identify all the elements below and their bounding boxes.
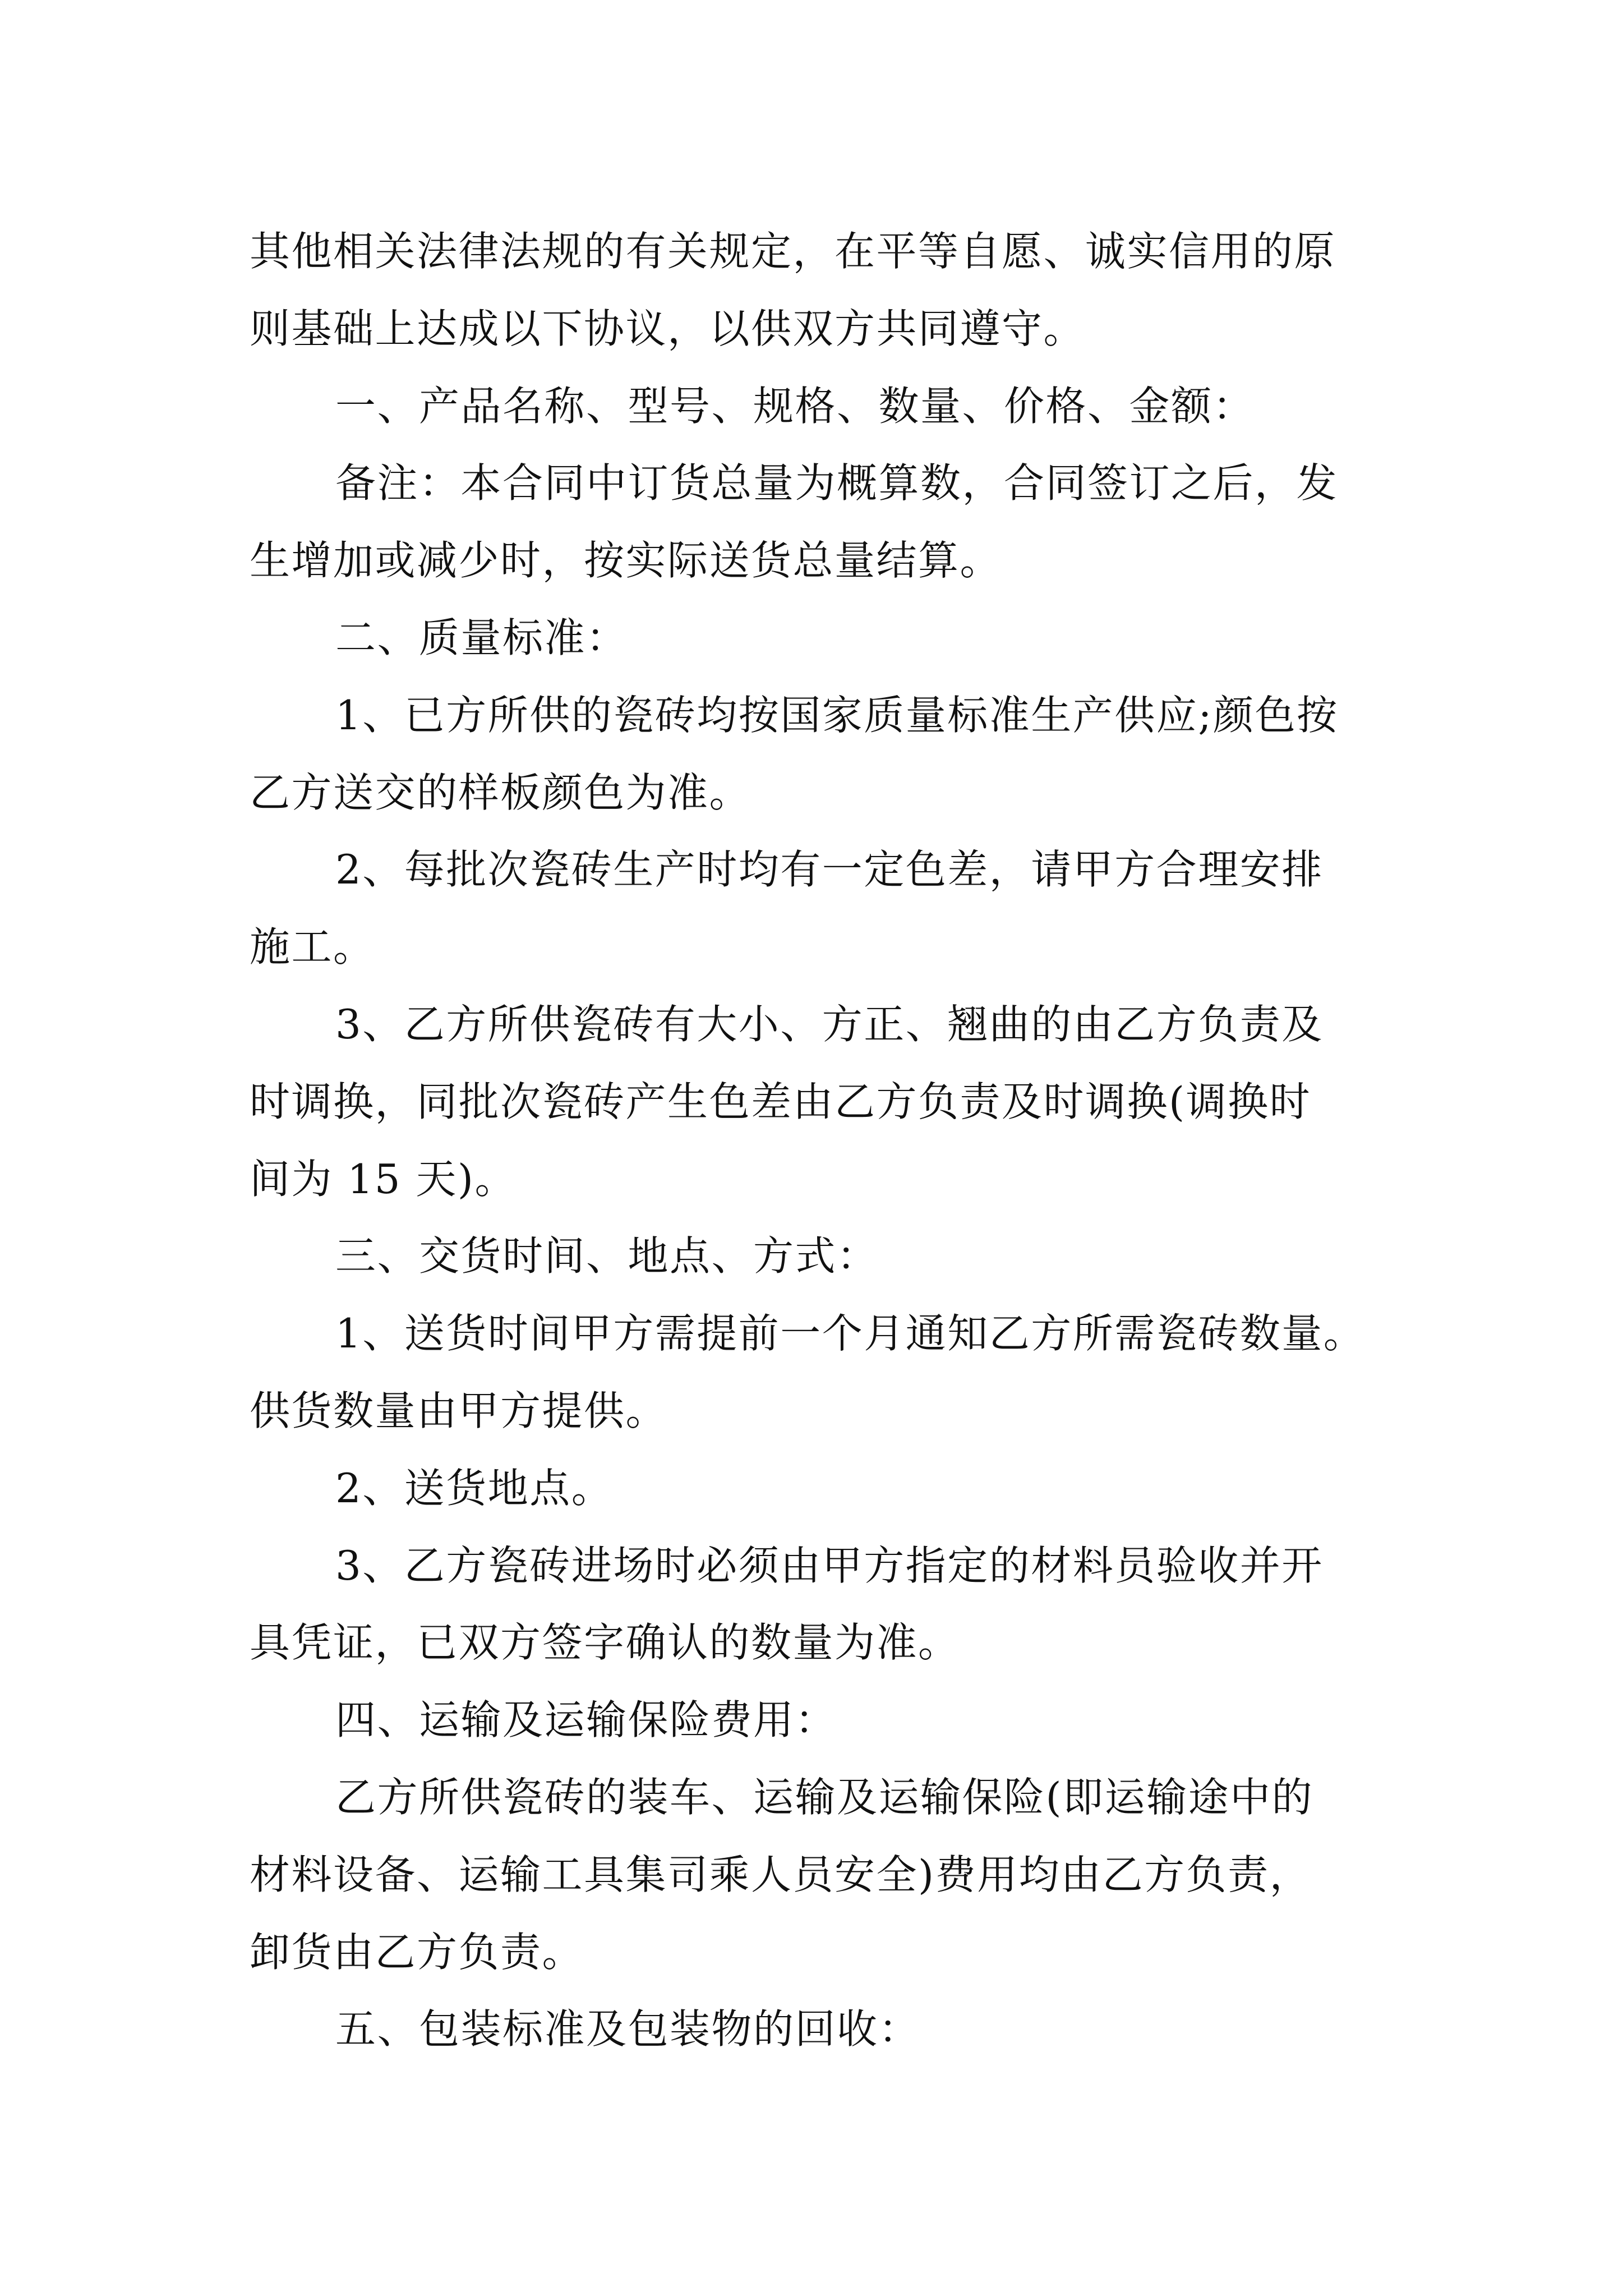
text-line-23: 卸货由乙方负责。 [250, 1928, 584, 1976]
text-line-5: 生增加或减少时，按实际送货总量结算。 [250, 537, 1002, 585]
text-line-16: 供货数量由甲方提供。 [250, 1387, 668, 1434]
text-line-7: 1、已方所供的瓷砖均按国家质量标准生产供应;颜色按 [335, 691, 1339, 739]
text-line-15: 1、送货时间甲方需提前一个月通知乙方所需瓷砖数量。 [335, 1310, 1366, 1358]
text-line-11: 3、乙方所供瓷砖有大小、方正、翘曲的由乙方负责及 [335, 1000, 1324, 1048]
document-body [250, 213, 1382, 2068]
text-line-18: 3、乙方瓷砖进场时必须由甲方指定的材料员验收并开 [335, 1542, 1324, 1589]
text-line-4: 备注：本合同中订货总量为概算数，合同签订之后，发 [335, 459, 1339, 507]
text-line-1: 其他相关法律法规的有关规定，在平等自愿、诚实信用的原 [250, 228, 1336, 275]
text-line-22: 材料设备、运输工具集司乘人员安全)费用均由乙方负责， [250, 1851, 1312, 1898]
section-heading-1: 一、产品名称、型号、规格、数量、价格、金额： [335, 382, 1255, 430]
text-line-12: 时调换，同批次瓷砖产生色差由乙方负责及时调换(调换时 [250, 1078, 1312, 1125]
section-heading-4: 四、运输及运输保险费用： [335, 1696, 837, 1744]
section-heading-5: 五、包装标准及包装物的回收： [335, 2005, 921, 2053]
text-line-21: 乙方所供瓷砖的装车、运输及运输保险(即运输途中的 [335, 1773, 1314, 1821]
text-line-9: 2、每批次瓷砖生产时均有一定色差，请甲方合理安排 [335, 846, 1324, 894]
text-line-2: 则基础上达成以下协议，以供双方共同遵守。 [250, 305, 1086, 352]
text-line-13: 间为 15 天)。 [250, 1155, 517, 1203]
section-heading-2: 二、质量标准： [335, 614, 628, 661]
text-line-17: 2、送货地点。 [335, 1464, 614, 1512]
section-heading-3: 三、交货时间、地点、方式： [335, 1232, 879, 1280]
text-line-8: 乙方送交的样板颜色为准。 [250, 769, 751, 816]
text-line-10: 施工。 [250, 923, 375, 971]
text-line-19: 具凭证，已双方签字确认的数量为准。 [250, 1619, 960, 1667]
